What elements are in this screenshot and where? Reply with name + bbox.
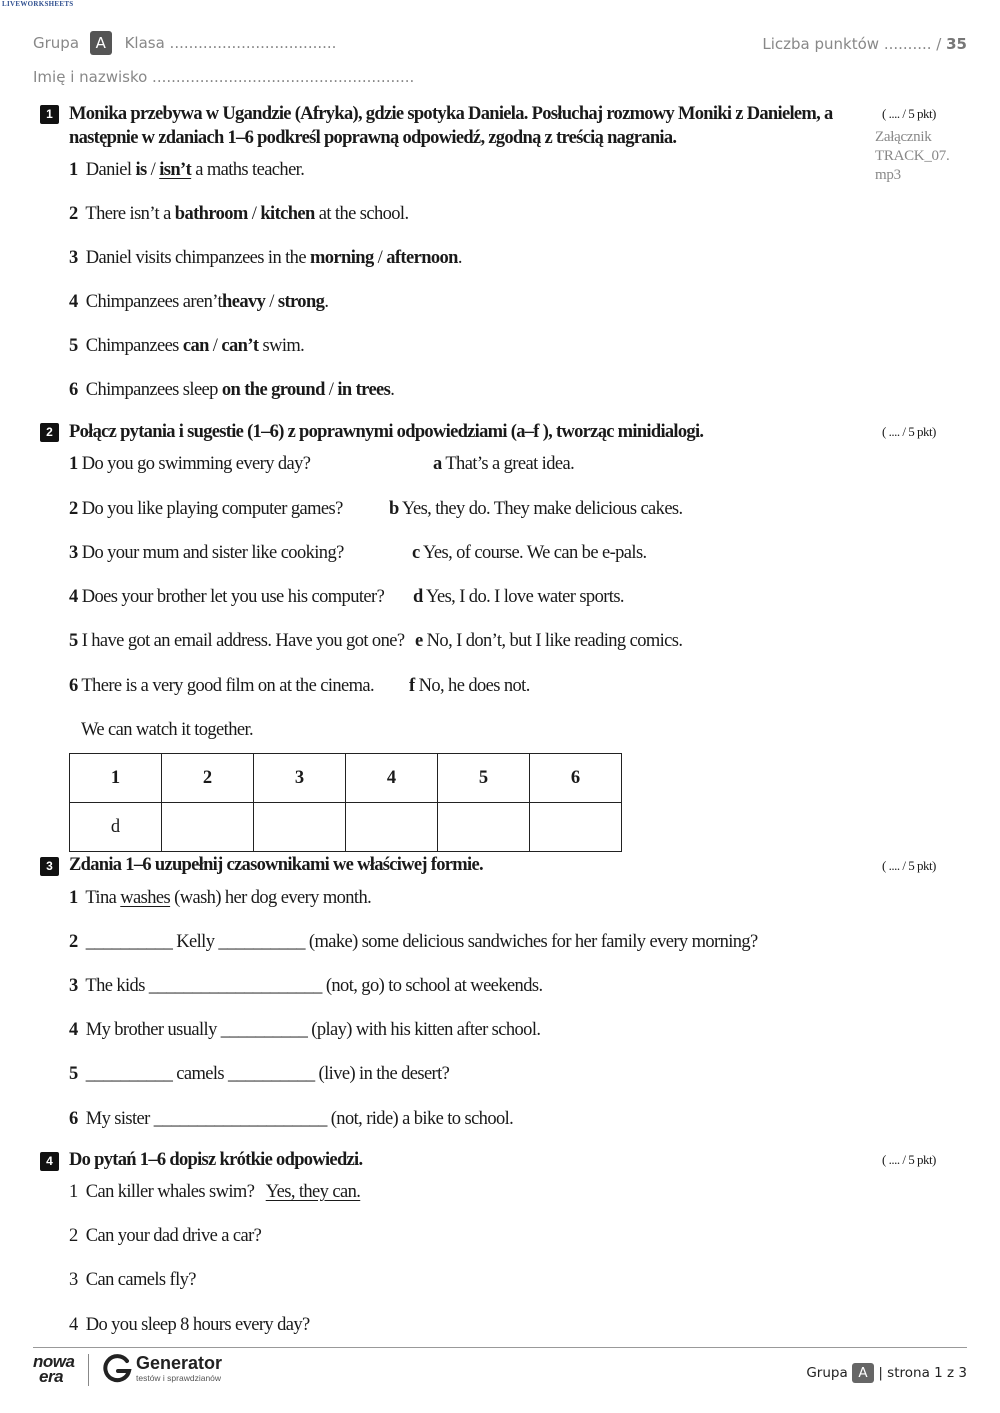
task-number-badge: 4 (40, 1152, 59, 1171)
task2-points: ( .... / 5 pkt) (882, 424, 936, 439)
item-text: Chimpanzees (85, 336, 179, 356)
task3-item (69, 1109, 513, 1130)
item-text: Chimpanzees aren’t (85, 292, 223, 312)
task4-item (69, 1182, 360, 1203)
item-text-end: swim. (258, 336, 305, 356)
nowa-era-logo-line1: nowa (33, 1352, 75, 1371)
question-number: 1 (69, 454, 78, 474)
table-header-cell: 3 (254, 754, 346, 803)
footer-divider (33, 1347, 967, 1348)
question-text: There is a very good film on at the cinema. (81, 676, 375, 696)
points-summary (762, 35, 967, 53)
task3-item (69, 888, 371, 909)
question-text: Do you sleep 8 hours every day? (85, 1315, 310, 1335)
answer-cell[interactable] (254, 803, 346, 852)
question-item (69, 631, 404, 652)
task3-points: ( .... / 5 pkt) (882, 858, 936, 873)
option-2[interactable]: strong (277, 292, 325, 312)
generator-subtitle: testów i sprawdzianów (136, 1373, 222, 1383)
option-2[interactable]: in trees (337, 380, 391, 400)
item-number: 1 (69, 160, 78, 180)
task4-item (69, 1226, 261, 1247)
answer-text: No, he does not. (418, 676, 530, 696)
answer-item (433, 454, 574, 475)
question-number: 6 (69, 676, 78, 696)
task1-item (69, 248, 462, 269)
question-item (69, 454, 310, 475)
example-answer: washes (120, 888, 171, 908)
footer-group-badge: A (852, 1363, 874, 1383)
item-number: 3 (69, 976, 78, 996)
option-2[interactable]: afternoon (386, 248, 458, 268)
answer-letter: c (412, 543, 420, 563)
liveworksheets-logo: LIVEWORKSHEETS (2, 0, 74, 8)
item-number: 4 (69, 1315, 78, 1335)
table-header-cell: 6 (530, 754, 622, 803)
question-text: Can killer whales swim? (85, 1182, 255, 1202)
item-number: 1 (69, 1182, 78, 1202)
task1-item (69, 204, 409, 225)
page-indicator: | strona 1 z 3 (878, 1365, 967, 1381)
option-separator: / (208, 336, 222, 356)
option-2[interactable]: kitchen (260, 204, 315, 224)
question-text: Can your dad drive a car? (85, 1226, 262, 1246)
item-text: Daniel visits chimpanzees in the (85, 248, 306, 268)
question-number: 4 (69, 587, 78, 607)
item-text-end: . (324, 292, 329, 312)
footer-page-info (806, 1363, 967, 1383)
fill-in-sentence[interactable]: My brother usually __________ (play) with his kitten after school. (85, 1020, 541, 1040)
item-number: 4 (69, 292, 78, 312)
item-text: Chimpanzees sleep (85, 380, 218, 400)
task3-item (69, 1064, 449, 1085)
question-item (69, 543, 344, 564)
option-separator: / (265, 292, 278, 312)
answer-text: Yes, of course. We can be e-pals. (422, 543, 647, 563)
generator-title: Generator (136, 1353, 223, 1373)
question-item (69, 499, 343, 520)
option-1[interactable]: can (182, 336, 209, 356)
group-badge: A (90, 31, 112, 55)
attachment-ext: mp3 (875, 167, 901, 183)
item-number: 2 (69, 932, 78, 952)
item-number: 1 (69, 888, 78, 908)
answer-text: That’s a great idea. (445, 454, 575, 474)
table-header-cell: 1 (70, 754, 162, 803)
task1-instruction-line2: następnie w zdaniach 1–6 podkreśl poprawną odpowiedź, zgodną z treścią nagrania. (69, 128, 677, 148)
question-text: Does your brother let you use his computer? (81, 587, 385, 607)
task4-points: ( .... / 5 pkt) (882, 1152, 936, 1167)
option-1[interactable]: bathroom (174, 204, 248, 224)
answer-item (412, 543, 647, 564)
task3-item (69, 976, 542, 997)
answer-cell[interactable] (346, 803, 438, 852)
option-1[interactable]: heavy (222, 292, 266, 312)
task1-item (69, 160, 304, 181)
table-header-cell: 2 (162, 754, 254, 803)
nowa-era-logo (33, 1354, 77, 1384)
generator-g-icon (101, 1353, 133, 1385)
task-number-badge: 3 (40, 857, 59, 876)
item-number: 3 (69, 1270, 78, 1290)
fill-in-sentence[interactable]: __________ camels __________ (live) in the desert? (85, 1064, 450, 1084)
question-number: 3 (69, 543, 78, 563)
answer-cell[interactable] (530, 803, 622, 852)
answer-table-value-row (70, 803, 622, 852)
points-total: 35 (946, 35, 967, 53)
example-answer: Yes, they can. (265, 1182, 361, 1202)
task1-instruction-line1: Monika przebywa w Ugandzie (Afryka), gdzie spotyka Daniela. Posłuchaj rozmowy Moniki z Danielem, a (69, 104, 833, 124)
question-number: 2 (69, 499, 78, 519)
fill-in-sentence[interactable]: The kids ____________________ (not, go) to school at weekends. (85, 976, 543, 996)
item-text: Daniel (85, 160, 132, 180)
item-number: 2 (69, 204, 78, 224)
item-text: Tina (85, 888, 117, 908)
option-separator: / (373, 248, 387, 268)
task4-item (69, 1315, 310, 1336)
table-header-cell: 5 (438, 754, 530, 803)
name-field: Imię i nazwisko ....................................................... (33, 68, 415, 86)
answer-letter: f (409, 676, 415, 696)
answer-letter: e (415, 631, 423, 651)
answer-item (389, 499, 683, 520)
task1-points: ( .... / 5 pkt) (882, 106, 936, 121)
group-label: Grupa (33, 34, 80, 52)
option-1[interactable]: morning (309, 248, 374, 268)
item-text-end: at the school. (314, 204, 409, 224)
task1-attachment (875, 128, 949, 185)
footer-logo-divider (88, 1354, 89, 1386)
generator-logo (136, 1354, 222, 1383)
task3-item (69, 1020, 540, 1041)
option-separator: / (247, 204, 261, 224)
question-item (69, 676, 374, 697)
item-number: 5 (69, 1064, 78, 1084)
answer-item (415, 631, 682, 652)
answer-cell[interactable]: d (70, 803, 162, 852)
question-text: Do you like playing computer games? (81, 499, 343, 519)
fill-in-sentence[interactable]: __________ Kelly __________ (make) some delicious sandwiches for her family every morning? (85, 932, 758, 952)
option-separator: / (146, 160, 160, 180)
nowa-era-logo-line2: era (39, 1367, 64, 1386)
task3-instruction: Zdania 1–6 uzupełnij czasownikami we właściwej formie. (69, 855, 483, 875)
option-1[interactable]: is (135, 160, 147, 180)
question-number: 5 (69, 631, 78, 651)
answer-letter: d (413, 587, 423, 607)
answer-text: Yes, I do. I love water sports. (426, 587, 624, 607)
fill-in-sentence[interactable]: My sister ____________________ (not, ride) a bike to school. (85, 1109, 514, 1129)
task3-item (69, 932, 758, 953)
task-number-badge: 2 (40, 423, 59, 442)
item-number: 4 (69, 1020, 78, 1040)
task4-instruction: Do pytań 1–6 dopisz krótkie odpowiedzi. (69, 1150, 363, 1170)
item-text-end: . (390, 380, 395, 400)
answer-cell[interactable] (438, 803, 530, 852)
answer-table-header-row (70, 754, 622, 803)
table-header-cell: 4 (346, 754, 438, 803)
attachment-label: Załącznik (875, 129, 932, 145)
question-text: Do you go swimming every day? (81, 454, 311, 474)
question-item (69, 587, 384, 608)
answer-cell[interactable] (162, 803, 254, 852)
class-field: Klasa ................................... (124, 34, 337, 52)
task1-item (69, 336, 304, 357)
question-text: I have got an email address. Have you got one? (81, 631, 405, 651)
item-number: 2 (69, 1226, 78, 1246)
points-label: Liczba punktów .......... / (762, 35, 942, 53)
question-text: Can camels fly? (85, 1270, 196, 1290)
task4-item (69, 1270, 196, 1291)
item-text-end: . (457, 248, 462, 268)
item-text: There isn’t a (85, 204, 171, 224)
attachment-file: TRACK_07. (875, 148, 950, 164)
question-text: Do your mum and sister like cooking? (81, 543, 344, 563)
item-number: 5 (69, 336, 78, 356)
item-text-end: (wash) her dog every month. (174, 888, 372, 908)
task1-item (69, 380, 394, 401)
item-number: 6 (69, 1109, 78, 1129)
answer-text: Yes, they do. They make delicious cakes. (402, 499, 683, 519)
option-separator: / (324, 380, 338, 400)
answer-letter: a (433, 454, 442, 474)
item-number: 6 (69, 380, 78, 400)
answer-letter: b (389, 499, 399, 519)
task-number-badge: 1 (40, 105, 59, 124)
task1-item (69, 292, 328, 313)
option-2-underlined[interactable]: isn’t (159, 160, 192, 180)
question-continuation: We can watch it together. (81, 720, 254, 740)
answer-table (69, 753, 622, 852)
answer-item (409, 676, 530, 697)
option-2[interactable]: can’t (221, 336, 259, 356)
answer-item (413, 587, 624, 608)
task2-instruction: Połącz pytania i sugestie (1–6) z poprawnymi odpowiedziami (a–f ), tworząc minidialogi. (69, 422, 704, 442)
footer-group-label: Grupa (806, 1365, 848, 1381)
answer-text: No, I don’t, but I like reading comics. (426, 631, 683, 651)
option-1[interactable]: on the ground (221, 380, 325, 400)
task1-instruction (69, 102, 879, 150)
item-number: 3 (69, 248, 78, 268)
item-text-end: a maths teacher. (195, 160, 305, 180)
header-group (33, 31, 336, 55)
